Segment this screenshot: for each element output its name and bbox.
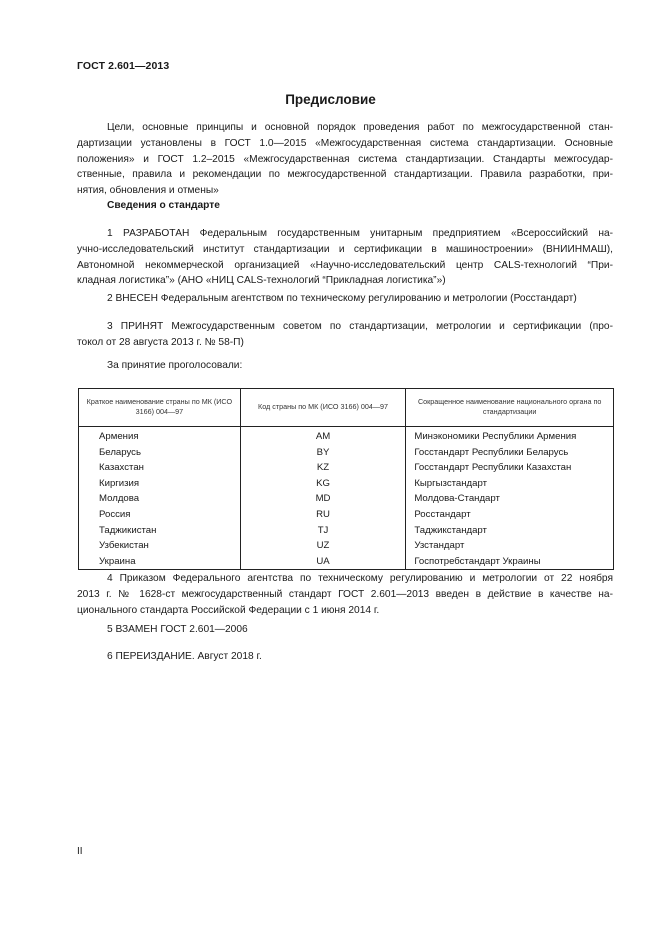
- item-1-paragraph: [77, 226, 613, 289]
- item-4-line: 4 Приказом Федерального агентства по техническому регулированию и метрологии от 22 ноября: [107, 573, 613, 584]
- page-number: II: [77, 846, 83, 857]
- item-1-line: кладная логистика”» (АНО «НИЦ CALS-технологий “Прикладная логистика”»): [77, 275, 446, 287]
- code-cell: KG: [240, 476, 406, 492]
- item-1-line: учно-исследовательский институт стандартизации и сертификации в машиностроении» (ВНИИНМАШ),: [77, 243, 613, 255]
- column-header-country: Краткое наименование страны по МК (ИСО 3166) 004—97: [79, 389, 241, 427]
- org-cell: Молдова-Стандарт: [406, 491, 614, 507]
- code-cell: MD: [240, 491, 406, 507]
- item-3-line: 3 ПРИНЯТ Межгосударственным советом по стандартизации, метрологии и сертификации (про-: [107, 321, 613, 332]
- code-cell: KZ: [240, 460, 406, 476]
- voting-table: [78, 388, 614, 570]
- country-cell: Таджикистан: [79, 523, 241, 539]
- intro-line: нятия, обновления и отмены»: [77, 185, 219, 197]
- table-row: [79, 538, 614, 554]
- table-row: [79, 427, 614, 445]
- country-cell: Казахстан: [79, 460, 241, 476]
- table-row: [79, 491, 614, 507]
- document-code-header: ГОСТ 2.601—2013: [77, 60, 170, 72]
- item-4-line: ционального стандарта Российской Федерации с 1 июня 2014 г.: [77, 604, 380, 616]
- item-2-paragraph: 2 ВНЕСЕН Федеральным агентством по техническому регулированию и метрологии (Росстандарт): [107, 293, 577, 304]
- table-row: [79, 460, 614, 476]
- org-cell: Кыргызстандарт: [406, 476, 614, 492]
- item-4-paragraph: [77, 571, 613, 618]
- country-cell: Киргизия: [79, 476, 241, 492]
- org-cell: Минэкономики Республики Армения: [406, 427, 614, 445]
- org-cell: Госстандарт Республики Казахстан: [406, 460, 614, 476]
- vote-intro: За принятие проголосовали:: [107, 360, 243, 371]
- item-6-paragraph: 6 ПЕРЕИЗДАНИЕ. Август 2018 г.: [107, 651, 262, 662]
- intro-paragraph: [77, 120, 613, 199]
- code-cell: AM: [240, 427, 406, 445]
- country-cell: Украина: [79, 554, 241, 570]
- org-cell: Таджикстандарт: [406, 523, 614, 539]
- org-cell: Росстандарт: [406, 507, 614, 523]
- org-cell: Госстандарт Республики Беларусь: [406, 445, 614, 461]
- code-cell: UZ: [240, 538, 406, 554]
- item-4-line: 2013 г. № 1628-ст межгосударственный стандарт ГОСТ 2.601—2013 введен в действие в качестве на-: [77, 588, 613, 600]
- table-row: [79, 445, 614, 461]
- country-cell: Армения: [79, 427, 241, 445]
- code-cell: BY: [240, 445, 406, 461]
- table-row: [79, 523, 614, 539]
- column-header-org: Сокращенное наименование национального органа по стандартизации: [406, 389, 614, 427]
- item-3-line: токол от 28 августа 2013 г. № 58-П): [77, 336, 244, 348]
- intro-line: ственные, правила и рекомендации по межгосударственной стандартизации. Правила разработки, при-: [77, 169, 613, 181]
- table-row: [79, 554, 614, 570]
- column-header-code: Код страны по МК (ИСО 3166) 004—97: [240, 389, 406, 427]
- org-cell: Госпотребстандарт Украины: [406, 554, 614, 570]
- table-row: [79, 507, 614, 523]
- table-row: [79, 476, 614, 492]
- code-cell: RU: [240, 507, 406, 523]
- page-title: Предисловие: [285, 92, 376, 107]
- intro-line: положения» и ГОСТ 1.2–2015 «Межгосударственная система стандартизации. Стандарты межгосудар-: [77, 153, 613, 165]
- table-header-row: [79, 389, 614, 427]
- org-cell: Узстандарт: [406, 538, 614, 554]
- intro-line: дартизации установлены в ГОСТ 1.0—2015 «Межгосударственная система стандартизации. Основные: [77, 137, 613, 149]
- code-cell: TJ: [240, 523, 406, 539]
- code-cell: UA: [240, 554, 406, 570]
- item-1-line: Автономной некоммерческой организацией «Научно-исследовательский центр CALS-технологий “При-: [77, 259, 613, 271]
- country-cell: Россия: [79, 507, 241, 523]
- item-5-paragraph: 5 ВЗАМЕН ГОСТ 2.601—2006: [107, 624, 248, 635]
- item-3-paragraph: [77, 319, 613, 351]
- country-cell: Узбекистан: [79, 538, 241, 554]
- item-1-line: 1 РАЗРАБОТАН Федеральным государственным унитарным предприятием «Всероссийский на-: [107, 228, 613, 239]
- country-cell: Молдова: [79, 491, 241, 507]
- intro-line: Цели, основные принципы и основной порядок проведения работ по межгосударственной стан-: [107, 122, 613, 133]
- section-heading: Сведения о стандарте: [107, 200, 220, 211]
- country-cell: Беларусь: [79, 445, 241, 461]
